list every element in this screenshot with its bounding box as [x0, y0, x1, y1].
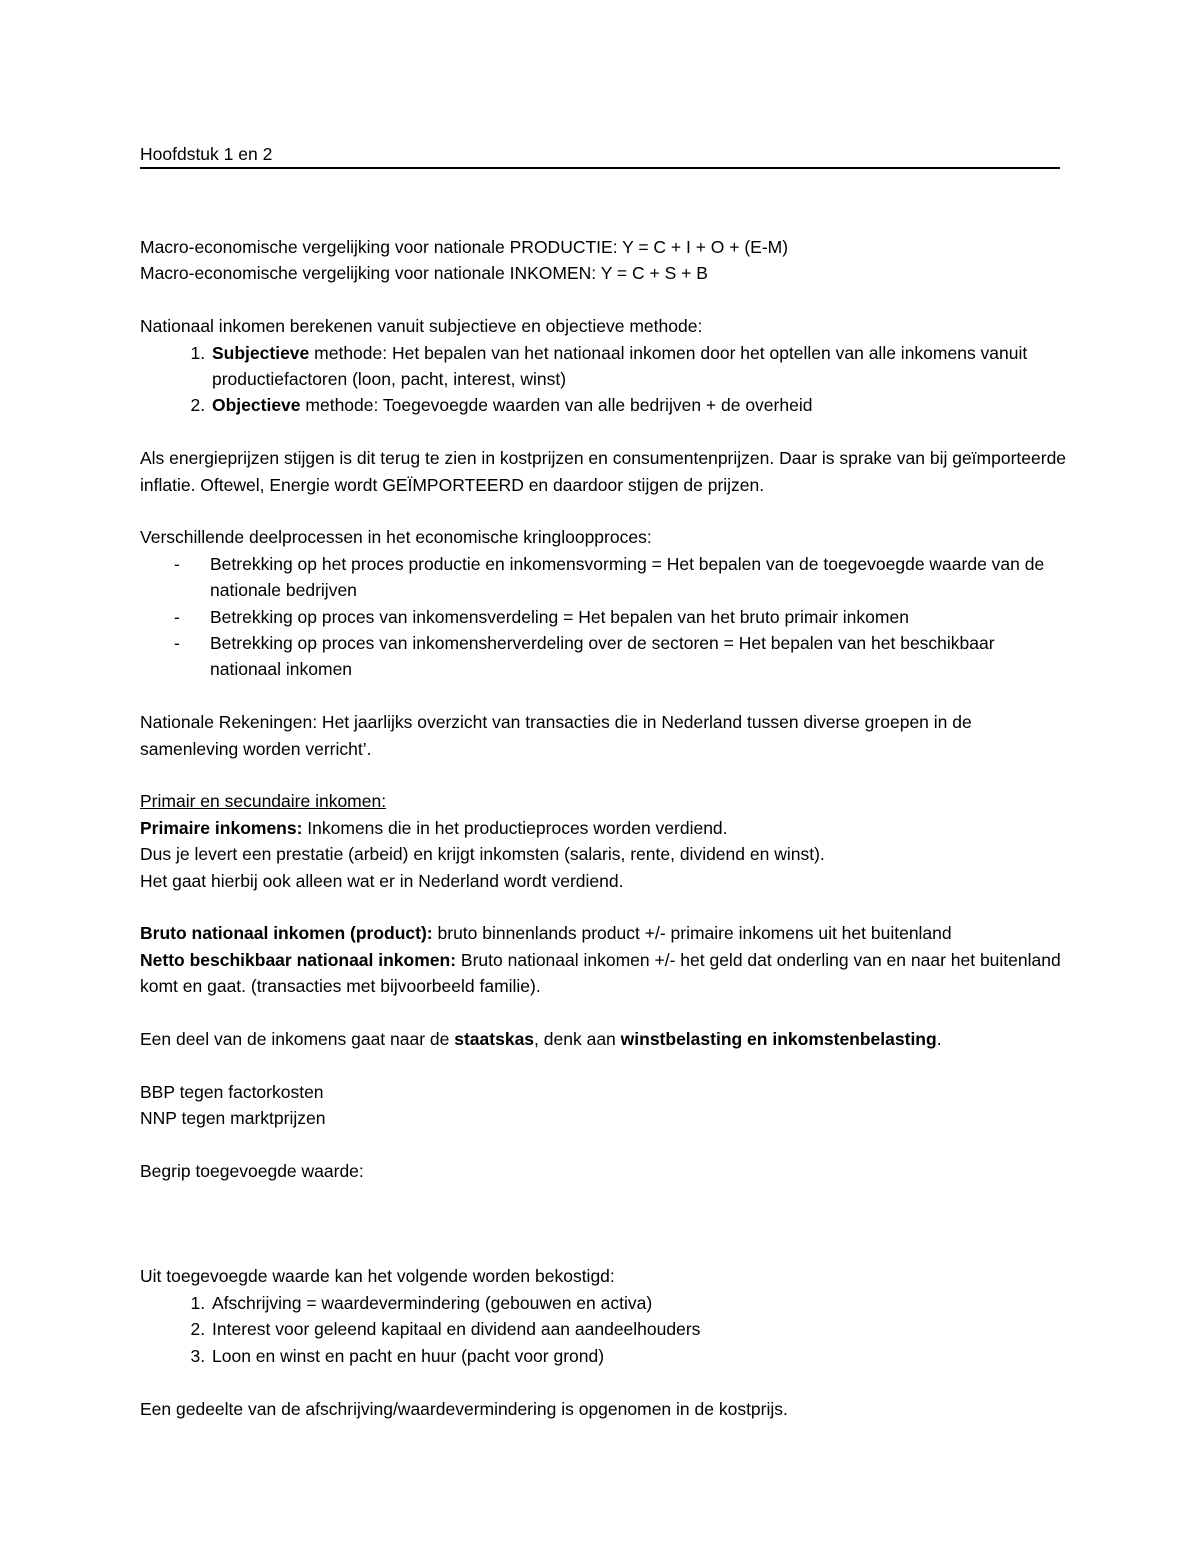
list-item: 2. Interest voor geleend kapitaal en dividend aan aandeelhouders — [210, 1316, 1070, 1342]
incomes-line-3: Het gaat hierbij ook alleen wat er in Nederland wordt verdiend. — [140, 870, 624, 891]
costs-line-1: BBP tegen factorkosten — [140, 1081, 324, 1102]
tax-term-staatskas: staatskas — [454, 1029, 535, 1050]
incomes-heading: Primair en secundaire inkomen: — [140, 791, 387, 812]
blank-space — [140, 1184, 1070, 1263]
method-term: Subjectieve — [212, 342, 310, 363]
primary-incomes-line — [140, 815, 1070, 841]
method-description: methode: Het bepalen van het nationaal inkomen door het optellen van alle inkomens vanuit productiefactoren (loon, pacht, interest, winst) — [212, 342, 1028, 390]
list-item: 3. Loon en winst en pacht en huur (pacht voor grond) — [210, 1343, 1070, 1369]
page-title: Hoofdstuk 1 en 2 — [140, 144, 273, 164]
concept-heading: Begrip toegevoegde waarde: — [140, 1161, 364, 1182]
page-header — [140, 143, 1060, 169]
processes-list — [140, 551, 1070, 683]
bruto-text: bruto binnenlands product +/- primaire inkomens uit het buitenland — [432, 923, 952, 944]
list-item — [210, 340, 1070, 393]
document-body — [140, 234, 1070, 1422]
costs-line-2: NNP tegen marktprijzen — [140, 1108, 326, 1129]
bruto-label: Bruto nationaal inkomen (product): — [140, 923, 433, 944]
netto-line — [140, 947, 1070, 1000]
list-item: - Betrekking op proces van inkomensverdeling = Het bepalen van het bruto primair inkomen — [210, 604, 1070, 630]
primary-incomes-text: Inkomens die in het productieproces worden verdiend. — [302, 817, 728, 838]
list-item — [210, 392, 1070, 418]
energy-paragraph: Als energieprijzen stijgen is dit terug te zien in kostprijzen en consumentenprijzen. Daar is sprake van bij geïmporteerde inflatie. Oftewel, Energie wordt GEÏMPORTEERD en daardoor stijgen de prijzen. — [140, 448, 1067, 495]
list-item: 1. Afschrijving = waardevermindering (gebouwen en activa) — [210, 1290, 1070, 1316]
national-accounts-paragraph: Nationale Rekeningen: Het jaarlijks overzicht van transacties die in Nederland tussen diverse groepen in de samenleving worden verricht’. — [140, 712, 972, 759]
methods-intro: Nationaal inkomen berekenen vanuit subjectieve en objectieve methode: — [140, 316, 703, 337]
netto-label: Netto beschikbaar nationaal inkomen: — [140, 949, 457, 970]
funding-list — [140, 1290, 1070, 1369]
list-item: - Betrekking op proces van inkomensherverdeling over de sectoren = Het bepalen van het beschikbaar nationaal inkomen — [210, 630, 1070, 683]
netto-text: Bruto nationaal inkomen +/- het geld dat onderling van en naar het buitenland komt en gaat. (transacties met bijvoorbeeld familie). — [140, 949, 1061, 997]
closing-paragraph: Een gedeelte van de afschrijving/waardevermindering is opgenomen in de kostprijs. — [140, 1398, 788, 1419]
production-equation: Macro-economische vergelijking voor nationale PRODUCTIE: Y = C + I + O + (E-M) — [140, 237, 789, 257]
funding-intro: Uit toegevoegde waarde kan het volgende worden bekostigd: — [140, 1266, 615, 1287]
tax-term-belasting: winstbelasting en inkomstenbelasting — [620, 1029, 937, 1050]
processes-intro: Verschillende deelprocessen in het economische kringloopproces: — [140, 527, 652, 548]
method-description: methode: Toegevoegde waarden van alle bedrijven + de overheid — [300, 395, 813, 416]
primary-incomes-label: Primaire inkomens: — [140, 817, 303, 838]
tax-text: Een deel van de inkomens gaat naar de — [140, 1029, 455, 1050]
income-equation: Macro-economische vergelijking voor nationale INKOMEN: Y = C + S + B — [140, 263, 708, 284]
incomes-line-2: Dus je levert een prestatie (arbeid) en krijgt inkomsten (salaris, rente, dividend en winst). — [140, 844, 825, 865]
tax-text: . — [936, 1029, 942, 1050]
method-term: Objectieve — [212, 395, 301, 416]
tax-text: , denk aan — [534, 1029, 621, 1050]
bruto-line — [140, 920, 1070, 946]
header-divider — [140, 167, 1060, 169]
list-item: - Betrekking op het proces productie en inkomensvorming = Het bepalen van de toegevoegde waarde van de nationale bedrijven — [210, 551, 1070, 604]
tax-paragraph — [140, 1026, 1070, 1052]
methods-list — [140, 340, 1070, 419]
